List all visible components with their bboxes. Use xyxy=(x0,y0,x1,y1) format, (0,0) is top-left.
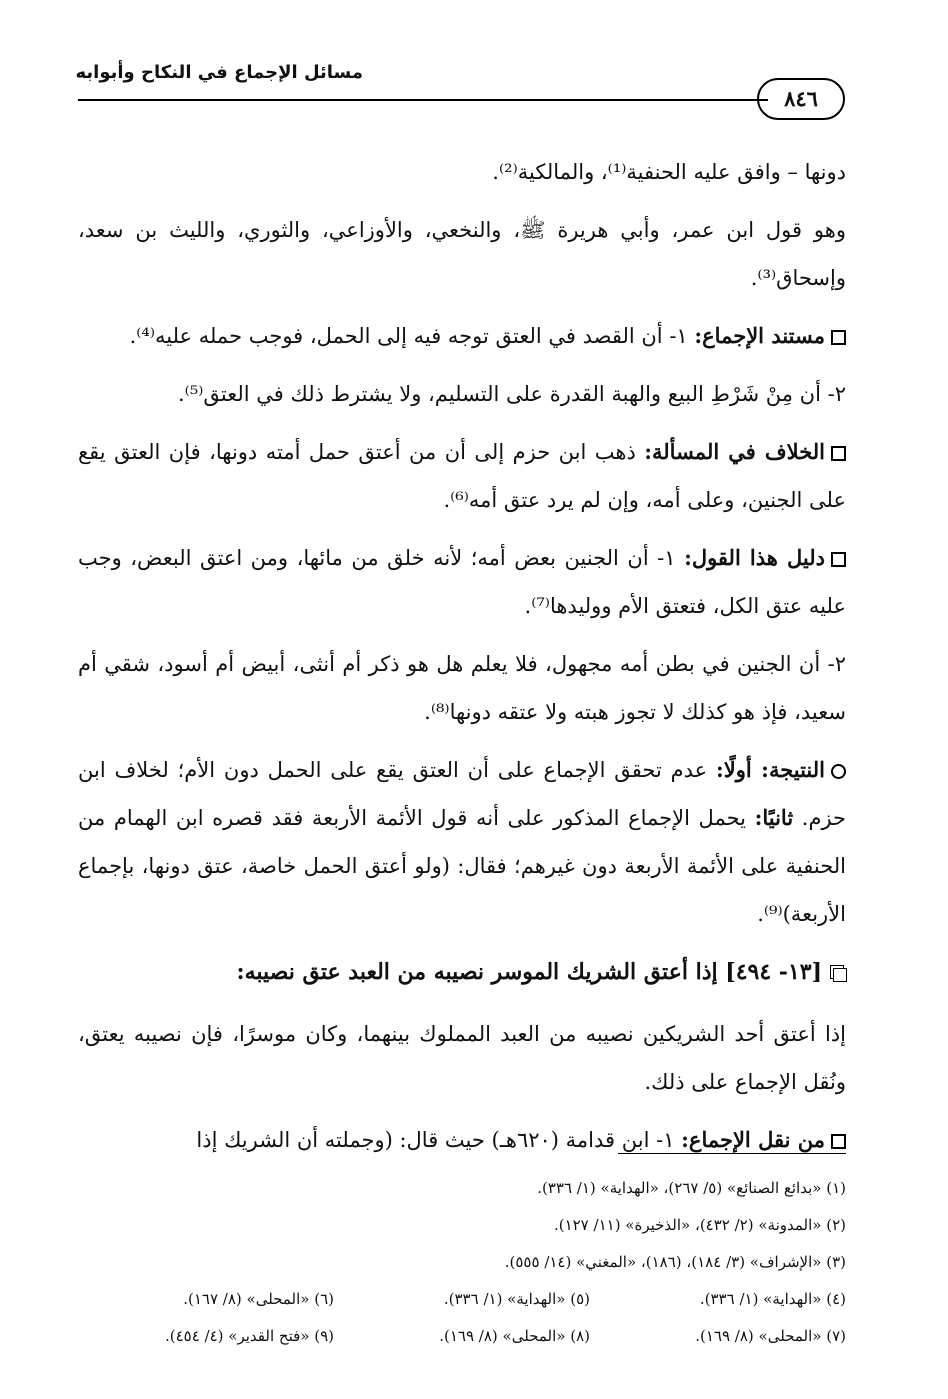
issue-heading xyxy=(78,948,846,996)
section-label-basis: مستند الإجماع: xyxy=(694,323,825,348)
page-number-badge: ٨٤٦ xyxy=(757,78,845,120)
main-text xyxy=(78,148,846,1174)
footnote-5: (٥) «الهداية» (١/ ٣٣٦). xyxy=(443,1290,590,1308)
paragraph-10-text: ١- ابن قدامة (٦٢٠هـ) حيث قال: (وجملته أن الشريك إذا xyxy=(196,1128,682,1152)
square-bullet-icon xyxy=(831,1134,846,1149)
section-label-disagreement: الخلاف في المسألة: xyxy=(644,439,825,464)
footnote-1: (١) «بدائع الصنائع» (٥/ ٢٦٧)، «الهداية» (١/ ٣٣٦). xyxy=(537,1179,846,1197)
section-label-result: النتيجة: أولًا: xyxy=(716,757,825,782)
square-bullet-icon xyxy=(831,330,846,345)
footnotes xyxy=(78,1170,846,1355)
circle-bullet-icon xyxy=(831,764,846,779)
issue-heading-text: [١٣- ٤٩٤] إذا أعتق الشريك الموسر نصيبه من العبد عتق نصيبه: xyxy=(236,959,822,985)
paragraph-3 xyxy=(78,312,846,360)
footnote-3: (٣) «الإشراف» (٣/ ١٨٤)، (١٨٦)، «المغني» (١٤/ ٥٥٥). xyxy=(504,1253,846,1271)
footnote-6: (٦) «المحلى» (٨/ ١٦٧). xyxy=(183,1290,334,1308)
paragraph-6 xyxy=(78,534,846,630)
footnote-9: (٩) «فتح القدير» (٤/ ٤٥٤). xyxy=(164,1327,334,1345)
paragraph-1: دونها – وافق عليه الحنفية⁽¹⁾، والمالكية⁽²⁾. xyxy=(492,160,846,184)
section-label-second: ثانيًا: xyxy=(754,805,794,830)
paragraph-7: ٢- أن الجنين في بطن أمه مجهول، فلا يعلم هل هو ذكر أم أنثى، أبيض أم أسود، شقي أم سعيد، فإذ هو كذلك لا تجوز هبته ولا عتقه دونها⁽⁸⁾. xyxy=(78,652,846,724)
running-header-title: مسائل الإجماع في النكاح وأبوابه xyxy=(75,62,363,83)
footnote-2: (٢) «المدونة» (٢/ ٤٣٢)، «الذخيرة» (١١/ ١٢٧). xyxy=(553,1216,846,1234)
square-bullet-icon xyxy=(831,446,846,461)
book-stack-icon xyxy=(830,965,846,981)
paragraph-8-text-2: يحمل الإجماع المذكور على أنه قول الأئمة الأربعة فقد قصره ابن الهمام من الحنفية على الأئمة الأربعة دون غيرهم؛ فقال: (ولو أعتق الحمل خاصة، عتق دونها، بإجماع الأربعة)⁽⁹⁾. xyxy=(78,806,846,926)
footnote-8: (٨) «المحلى» (٨/ ١٦٩). xyxy=(439,1327,590,1345)
paragraph-8 xyxy=(78,746,846,938)
footnote-rule xyxy=(618,1153,846,1154)
paragraph-5 xyxy=(78,428,846,524)
paragraph-10 xyxy=(78,1116,846,1164)
footnote-row-4-6 xyxy=(78,1281,846,1318)
footnote-7: (٧) «المحلى» (٨/ ١٦٩). xyxy=(695,1327,846,1345)
paragraph-2: وهو قول ابن عمر، وأبي هريرة ﷺ، والنخعي، والأوزاعي، والثوري، والليث بن سعد، وإسحاق⁽³⁾. xyxy=(78,218,846,290)
paragraph-4: ٢- أن مِنْ شَرْطِ البيع والهبة القدرة على التسليم، ولا يشترط ذلك في العتق⁽⁵⁾. xyxy=(177,382,846,406)
paragraph-6-text: ١- أن الجنين بعض أمه؛ لأنه خلق من مائها، ومن اعتق البعض، وجب عليه عتق الكل، فتعتق الأم ووليدها⁽⁷⁾. xyxy=(78,546,846,618)
paragraph-9: إذا أعتق أحد الشريكين نصيبه من العبد المملوك بينهما، وكان موسرًا، فإن نصيبه يعتق، ونُقل الإجماع على ذلك. xyxy=(78,1022,846,1094)
paragraph-5-text: ذهب ابن حزم إلى أن من أعتق حمل أمته دونها، فإن العتق يقع على الجنين، وعلى أمه، وإن لم يرد عتق أمه⁽⁶⁾. xyxy=(78,440,846,512)
footnote-4: (٤) «الهداية» (١/ ٣٣٦). xyxy=(699,1290,846,1308)
paragraph-3-text: ١- أن القصد في العتق توجه فيه إلى الحمل، فوجب حمله عليه⁽⁴⁾. xyxy=(129,324,695,348)
section-label-transmitters: من نقل الإجماع: xyxy=(681,1127,825,1152)
paragraph-8-text: عدم تحقق الإجماع على أن العتق يقع على الحمل دون الأم؛ لخلاف ابن حزم. xyxy=(78,758,847,830)
header-rule xyxy=(78,99,768,101)
square-bullet-icon xyxy=(831,552,846,567)
footnote-row-7-9 xyxy=(78,1318,846,1355)
section-label-evidence: دليل هذا القول: xyxy=(684,545,825,570)
